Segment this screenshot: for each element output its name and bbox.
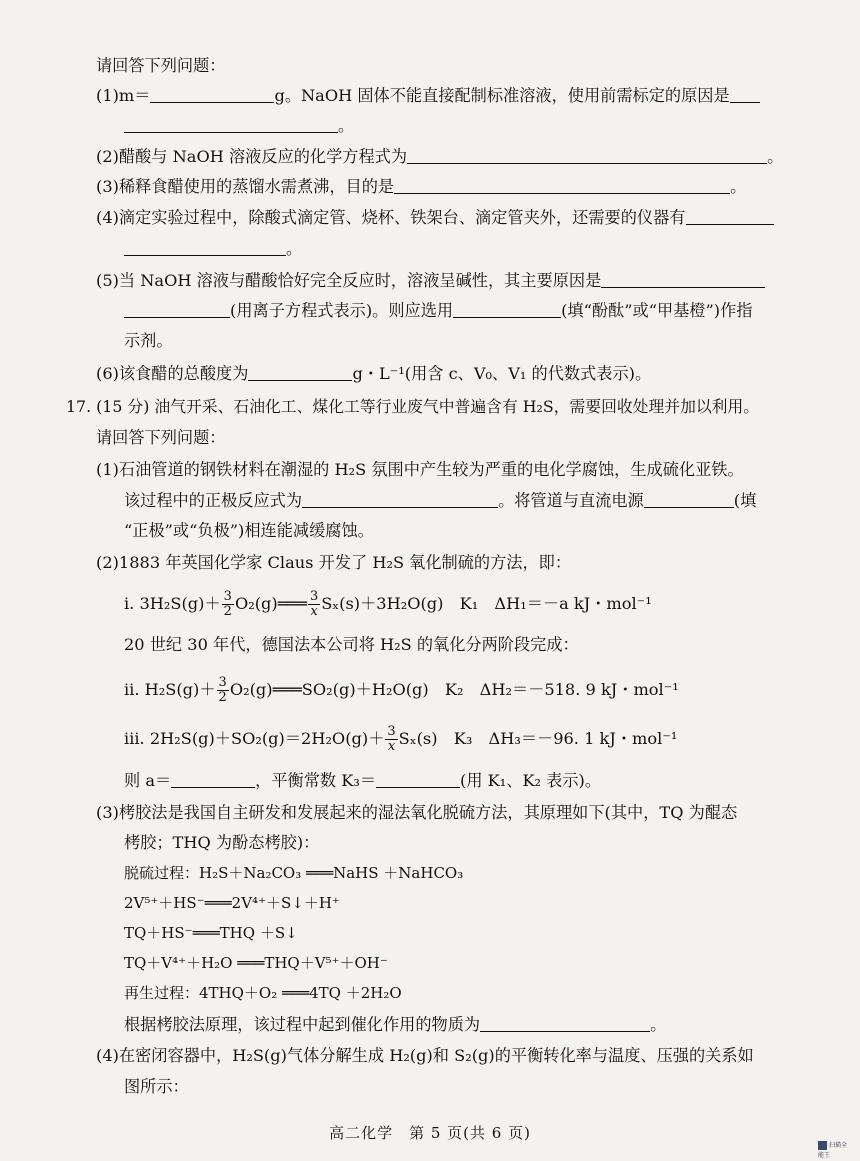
reaction-2	[124, 676, 679, 705]
p1-line3	[124, 520, 374, 542]
q2-line	[96, 146, 783, 168]
eq-1	[124, 862, 463, 884]
intro-line	[96, 55, 226, 77]
q3-blank[interactable]	[394, 177, 730, 194]
q5-text4: 示剂。	[124, 331, 173, 350]
p2c-text3: (用 K₁、K₂ 表示)。	[460, 771, 602, 790]
r3-part2: Sₓ(s) K₃ ΔH₃＝－96. 1 kJ・mol⁻¹	[398, 729, 678, 748]
eq5-text: 再生过程：4THQ＋O₂ ═══4TQ ＋2H₂O	[124, 984, 402, 1002]
q6-text2: g・L⁻¹(用含 c、V₀、V₁ 的代数式表示)。	[352, 364, 652, 383]
p2c-text: 则 a＝	[124, 771, 172, 790]
p2-text: (2)1883 年英国化学家 Claus 开发了 H₂S 氧化制硫的方法，即：	[96, 553, 572, 572]
q5-blank-a[interactable]	[601, 271, 765, 288]
a-value-blank[interactable]	[171, 771, 255, 788]
p3-line	[96, 802, 737, 824]
eq3-text: TQ＋HS⁻═══THQ ＋S↓	[124, 924, 298, 942]
q6-text: (6)该食醋的总酸度为	[96, 364, 249, 383]
catalyst-blank[interactable]	[480, 1015, 650, 1032]
p2c-text2: ，平衡常数 K₃＝	[255, 771, 377, 790]
q5-line3	[124, 330, 173, 352]
eq-5	[124, 982, 402, 1004]
intro2-text: 请回答下列问题：	[96, 428, 226, 447]
q6-line	[96, 363, 651, 385]
p4-line	[96, 1045, 754, 1067]
period: 。	[767, 147, 784, 166]
scanner-logo	[818, 1140, 852, 1159]
q5-line	[96, 270, 765, 292]
p2-line	[96, 552, 571, 574]
q2-text: (2)醋酸与 NaOH 溶液反应的化学方程式为	[96, 147, 408, 166]
q4-line	[96, 207, 774, 229]
p3c-text: 根据栲胶法原理，该过程中起到催化作用的物质为	[124, 1015, 481, 1034]
p3-text: (3)栲胶法是我国自主研发和发展起来的湿法氧化脱硫方法，其原理如下(其中，TQ 为醌态	[96, 803, 738, 822]
q3-text: (3)稀释食醋使用的蒸馏水需煮沸，目的是	[96, 177, 395, 196]
eq-3	[124, 922, 298, 944]
period: 。	[338, 116, 355, 135]
q5-text3: (填“酚酞”或“甲基橙”)作指	[561, 301, 753, 320]
p2c-line	[124, 770, 601, 792]
q5-blank-b[interactable]	[124, 301, 230, 318]
fraction-3-2: $\frac{3}{2}$	[218, 675, 227, 705]
q1-text: g。NaOH 固体不能直接配制标准溶液，使用前需标定的原因是	[274, 86, 730, 105]
p2b-line	[124, 634, 579, 656]
q17-header	[66, 396, 759, 418]
eq-2	[124, 892, 340, 914]
r2-part2: O₂(g)═══SO₂(g)＋H₂O(g) K₂ ΔH₂＝－518. 9 kJ・mol⁻¹	[229, 680, 679, 699]
fraction-3-x: $\frac{3}{x}$	[387, 724, 396, 754]
p3-line2	[124, 832, 319, 854]
fraction-3-x: $\frac{3}{x}$	[309, 589, 319, 619]
q5-indicator-blank[interactable]	[453, 301, 561, 318]
p3-text2: 栲胶；THQ 为酚态栲胶)：	[124, 833, 320, 852]
p1-text4: (填	[733, 491, 757, 510]
p4-line2	[124, 1076, 189, 1098]
q1-label: (1)m＝	[96, 86, 151, 105]
reaction-1	[124, 590, 652, 619]
q1-mass-blank[interactable]	[150, 86, 274, 103]
period: 。	[286, 239, 303, 258]
eq-4	[124, 952, 388, 974]
logo-icon	[818, 1141, 827, 1150]
r2-part1: ⅱ. H₂S(g)＋	[124, 680, 216, 699]
q1-reason-blank-a[interactable]	[730, 86, 760, 103]
logo-text: 扫描全能王	[818, 1142, 848, 1159]
eq4-text: TQ＋V⁴⁺＋H₂O ═══THQ＋V⁵⁺＋OH⁻	[124, 954, 388, 972]
p1-text: (1)石油管道的钢铁材料在潮湿的 H₂S 氛围中产生较为严重的电化学腐蚀，生成硫化亚铁。	[96, 460, 744, 479]
q5-line2	[124, 300, 753, 322]
q3-line	[96, 176, 746, 198]
q4-line2	[124, 238, 302, 260]
q1-line	[96, 85, 760, 107]
r1-part2: O₂(g)═══	[234, 594, 307, 613]
fraction-3-2: $\frac{3}{2}$	[223, 589, 232, 619]
q6-blank[interactable]	[248, 364, 352, 381]
p1-text3: 。将管道与直流电源	[498, 491, 644, 510]
p4-text2: 图所示：	[124, 1077, 189, 1096]
eq2-text: 2V⁵⁺＋HS⁻═══2V⁴⁺＋S↓＋H⁺	[124, 894, 340, 912]
p1-line2	[124, 490, 756, 512]
q4-text: (4)滴定实验过程中，除酸式滴定管、烧杯、铁架台、滴定管夹外，还需要的仪器有	[96, 208, 686, 227]
p1-line	[96, 459, 744, 481]
r1-part1: ⅰ. 3H₂S(g)＋	[124, 594, 221, 613]
q5-text: (5)当 NaOH 溶液与醋酸恰好完全反应时，溶液呈碱性，其主要原因是	[96, 271, 602, 290]
q1-line2	[124, 115, 354, 137]
p1-electrode-blank[interactable]	[644, 491, 734, 508]
intro-text: 请回答下列问题：	[96, 56, 226, 75]
q1-reason-blank-b[interactable]	[124, 116, 338, 133]
q17-text: 17. (15 分) 油气开采、石油化工、煤化工等行业废气中普遍含有 H₂S，需要回收处理并加以利用。	[66, 397, 760, 416]
p2b-text: 20 世纪 30 年代，德国法本公司将 H₂S 的氧化分两阶段完成：	[124, 635, 579, 654]
p1-text5: “正极”或“负极”)相连能减缓腐蚀。	[124, 521, 374, 540]
q2-blank[interactable]	[407, 147, 767, 164]
p4-text: (4)在密闭容器中，H₂S(g)气体分解生成 H₂(g)和 S₂(g)的平衡转化率与温度、压强的关系如	[96, 1046, 754, 1065]
p1-cathode-blank[interactable]	[302, 491, 498, 508]
p1-text2: 该过程中的正极反应式为	[124, 491, 303, 510]
intro2-line	[96, 427, 226, 449]
q5-text2: (用离子方程式表示)。则应选用	[230, 301, 454, 320]
eq1-text: 脱硫过程：H₂S＋Na₂CO₃ ═══NaHS ＋NaHCO₃	[124, 864, 464, 882]
period: 。	[650, 1015, 667, 1034]
p3c-line	[124, 1014, 666, 1036]
page-footer: 高二化学 第 5 页(共 6 页)	[329, 1124, 531, 1142]
k3-blank[interactable]	[376, 771, 460, 788]
q4-blank-a[interactable]	[686, 208, 774, 225]
r3-part1: ⅲ. 2H₂S(g)＋SO₂(g)＝2H₂O(g)＋	[124, 729, 385, 748]
r1-part3: Sₓ(s)＋3H₂O(g) K₁ ΔH₁＝－a kJ・mol⁻¹	[321, 594, 652, 613]
q4-blank-b[interactable]	[124, 239, 286, 256]
period: 。	[730, 177, 747, 196]
reaction-3	[124, 725, 677, 754]
